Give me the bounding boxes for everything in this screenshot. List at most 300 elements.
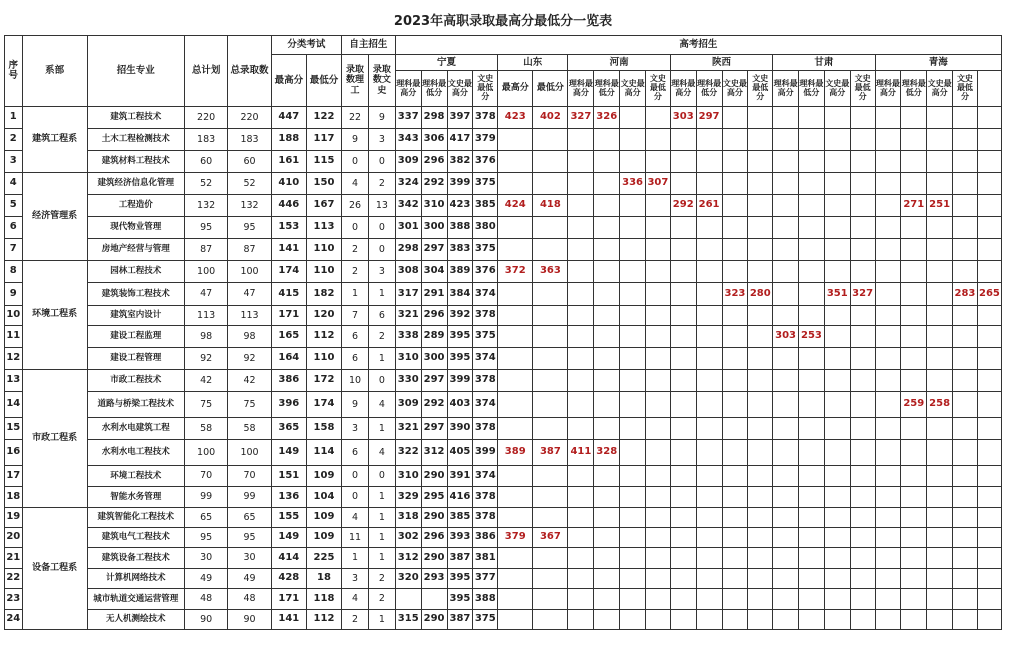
henan-score — [620, 348, 646, 370]
independent-sci-count: 0 — [342, 466, 369, 487]
shaanxi-score: 297 — [696, 107, 722, 129]
ningxia-score: 310 — [395, 466, 421, 487]
qinghai-score — [875, 589, 901, 610]
major-name: 土木工程检测技术 — [87, 129, 184, 151]
shaanxi-sci-min-header: 理科最低分 — [696, 71, 722, 107]
province-ningxia: 宁夏 — [395, 55, 497, 71]
independent-sci-count: 3 — [342, 569, 369, 589]
qinghai-score — [875, 129, 901, 151]
henan-score — [646, 370, 671, 392]
henan-score — [568, 392, 594, 418]
henan-score — [594, 548, 620, 569]
table-row — [5, 370, 1002, 392]
henan-score — [568, 151, 594, 173]
province-shandong: 山东 — [498, 55, 568, 71]
henan-score — [620, 261, 646, 283]
shaanxi-score — [748, 195, 773, 217]
shandong-score — [533, 508, 568, 528]
classified-max: 415 — [271, 283, 306, 306]
gansu-score — [773, 466, 799, 487]
shaanxi-score — [696, 239, 722, 261]
shandong-score — [498, 569, 533, 589]
qinghai-score — [901, 610, 927, 630]
qinghai-score — [875, 440, 901, 466]
shandong-score — [498, 129, 533, 151]
qinghai-score — [901, 283, 927, 306]
shaanxi-score — [722, 589, 748, 610]
shaanxi-score — [748, 348, 773, 370]
major-name: 智能水务管理 — [87, 487, 184, 508]
classified-min: 225 — [306, 548, 341, 569]
shaanxi-score — [722, 107, 748, 129]
independent-arts-count: 1 — [368, 348, 395, 370]
admitted-count: 132 — [228, 195, 271, 217]
department-name: 市政工程系 — [22, 370, 87, 508]
shandong-score: 372 — [498, 261, 533, 283]
gansu-score — [799, 548, 825, 569]
ningxia-score: 378 — [473, 370, 498, 392]
independent-arts-count: 2 — [368, 173, 395, 195]
qinghai-score — [875, 261, 901, 283]
qinghai-score — [875, 326, 901, 348]
qinghai-sci-min-header: 理科最低分 — [901, 71, 927, 107]
henan-score — [568, 508, 594, 528]
shandong-score — [533, 589, 568, 610]
gansu-score — [850, 239, 875, 261]
classified-min: 174 — [306, 392, 341, 418]
henan-score — [568, 548, 594, 569]
plan-count: 98 — [184, 326, 227, 348]
qinghai-score — [977, 392, 1001, 418]
qinghai-score — [901, 306, 927, 326]
shaanxi-score — [748, 569, 773, 589]
henan-score — [568, 569, 594, 589]
ningxia-score: 379 — [473, 129, 498, 151]
major-name: 工程造价 — [87, 195, 184, 217]
gansu-score — [799, 151, 825, 173]
qinghai-score — [901, 107, 927, 129]
henan-score — [594, 239, 620, 261]
row-number: 23 — [5, 589, 23, 610]
qinghai-score — [977, 239, 1001, 261]
qinghai-score — [927, 466, 953, 487]
row-number: 21 — [5, 548, 23, 569]
shaanxi-score — [722, 508, 748, 528]
ningxia-score: 378 — [473, 508, 498, 528]
shaanxi-score — [696, 610, 722, 630]
row-number: 11 — [5, 326, 23, 348]
shaanxi-score — [748, 151, 773, 173]
shandong-score — [533, 569, 568, 589]
plan-count: 87 — [184, 239, 227, 261]
row-number: 2 — [5, 129, 23, 151]
shandong-score: 402 — [533, 107, 568, 129]
shaanxi-score — [670, 487, 696, 508]
independent-arts-count: 6 — [368, 306, 395, 326]
henan-score — [646, 466, 671, 487]
ningxia-score: 312 — [395, 548, 421, 569]
qinghai-score — [875, 569, 901, 589]
gansu-score: 327 — [850, 283, 875, 306]
ningxia-score: 393 — [447, 528, 473, 548]
gansu-score — [773, 392, 799, 418]
ningxia-score: 306 — [421, 129, 447, 151]
classified-min: 104 — [306, 487, 341, 508]
shaanxi-score — [748, 487, 773, 508]
shandong-score — [498, 418, 533, 440]
gansu-score — [799, 195, 825, 217]
shandong-score — [533, 129, 568, 151]
ningxia-score: 405 — [447, 440, 473, 466]
ningxia-sci-max-header: 理科最高分 — [395, 71, 421, 107]
gansu-score — [824, 370, 850, 392]
ningxia-score: 395 — [447, 569, 473, 589]
shaanxi-score — [670, 548, 696, 569]
header-classified-max: 最高分 — [271, 55, 306, 107]
plan-count: 70 — [184, 466, 227, 487]
shaanxi-score — [670, 173, 696, 195]
shaanxi-score — [722, 348, 748, 370]
shaanxi-score — [748, 217, 773, 239]
qinghai-score — [927, 173, 953, 195]
classified-min: 109 — [306, 466, 341, 487]
ningxia-score: 377 — [473, 569, 498, 589]
qinghai-score — [953, 440, 978, 466]
classified-min: 109 — [306, 508, 341, 528]
qinghai-score — [977, 466, 1001, 487]
henan-score — [620, 548, 646, 569]
henan-score — [620, 239, 646, 261]
gansu-score — [773, 107, 799, 129]
shandong-score — [533, 348, 568, 370]
table-row — [5, 610, 1002, 630]
classified-max: 136 — [271, 487, 306, 508]
ningxia-score: 318 — [395, 508, 421, 528]
qinghai-score — [977, 440, 1001, 466]
ningxia-score: 374 — [473, 392, 498, 418]
ningxia-score: 297 — [421, 418, 447, 440]
shandong-score — [533, 548, 568, 569]
row-number: 18 — [5, 487, 23, 508]
province-qinghai: 青海 — [875, 55, 1002, 71]
table-row — [5, 173, 1002, 195]
gansu-score — [824, 528, 850, 548]
independent-arts-count: 3 — [368, 129, 395, 151]
department-name: 建筑工程系 — [22, 107, 87, 173]
ningxia-score: 290 — [421, 466, 447, 487]
shaanxi-score: 261 — [696, 195, 722, 217]
qinghai-score — [977, 217, 1001, 239]
shaanxi-score: 280 — [748, 283, 773, 306]
shaanxi-score — [696, 348, 722, 370]
ningxia-score: 290 — [421, 610, 447, 630]
admitted-count: 65 — [228, 508, 271, 528]
gansu-score — [799, 107, 825, 129]
gansu-score — [850, 306, 875, 326]
henan-score — [646, 610, 671, 630]
qinghai-score — [927, 440, 953, 466]
ningxia-score: 292 — [421, 173, 447, 195]
ningxia-score: 324 — [395, 173, 421, 195]
henan-score — [646, 348, 671, 370]
gansu-score — [850, 173, 875, 195]
table-row — [5, 151, 1002, 173]
ningxia-score: 312 — [421, 440, 447, 466]
shaanxi-score — [670, 508, 696, 528]
classified-min: 167 — [306, 195, 341, 217]
ningxia-score: 342 — [395, 195, 421, 217]
qinghai-score — [901, 217, 927, 239]
major-name: 建筑工程技术 — [87, 107, 184, 129]
henan-score — [594, 610, 620, 630]
independent-arts-count: 4 — [368, 392, 395, 418]
henan-score — [568, 466, 594, 487]
classified-min: 112 — [306, 610, 341, 630]
ningxia-score: 399 — [447, 173, 473, 195]
shaanxi-score — [696, 129, 722, 151]
shandong-score — [533, 370, 568, 392]
henan-score — [620, 589, 646, 610]
row-number: 17 — [5, 466, 23, 487]
shaanxi-score — [722, 569, 748, 589]
henan-score — [594, 261, 620, 283]
qinghai-score — [953, 261, 978, 283]
major-name: 城市轨道交通运营管理 — [87, 589, 184, 610]
ningxia-score: 417 — [447, 129, 473, 151]
qinghai-score — [927, 129, 953, 151]
qinghai-score: 283 — [953, 283, 978, 306]
table-row — [5, 326, 1002, 348]
henan-score — [594, 370, 620, 392]
qinghai-score — [927, 508, 953, 528]
ningxia-score: 329 — [395, 487, 421, 508]
gansu-score — [799, 440, 825, 466]
shaanxi-score — [670, 569, 696, 589]
qinghai-score — [953, 418, 978, 440]
admission-score-sheet — [4, 9, 1002, 630]
row-number: 16 — [5, 440, 23, 466]
ningxia-score: 395 — [447, 589, 473, 610]
shaanxi-score — [748, 418, 773, 440]
shaanxi-score — [696, 173, 722, 195]
ningxia-score: 378 — [473, 418, 498, 440]
shaanxi-score — [670, 610, 696, 630]
shaanxi-score — [722, 548, 748, 569]
shandong-score — [533, 217, 568, 239]
row-number: 6 — [5, 217, 23, 239]
ningxia-score — [421, 589, 447, 610]
shaanxi-score — [670, 440, 696, 466]
qinghai-score — [953, 569, 978, 589]
table-row — [5, 261, 1002, 283]
table-row — [5, 195, 1002, 217]
shaanxi-score — [748, 440, 773, 466]
shaanxi-score — [670, 261, 696, 283]
classified-max: 410 — [271, 173, 306, 195]
ningxia-score: 385 — [473, 195, 498, 217]
gansu-score — [799, 528, 825, 548]
henan-score — [568, 326, 594, 348]
qinghai-score: 251 — [927, 195, 953, 217]
henan-score — [594, 528, 620, 548]
department-name: 设备工程系 — [22, 508, 87, 630]
qinghai-score — [953, 528, 978, 548]
shaanxi-score — [696, 508, 722, 528]
admitted-count: 113 — [228, 306, 271, 326]
qinghai-score — [901, 239, 927, 261]
classified-max: 447 — [271, 107, 306, 129]
classified-max: 141 — [271, 610, 306, 630]
qinghai-score — [953, 326, 978, 348]
gansu-score — [799, 217, 825, 239]
admitted-count: 52 — [228, 173, 271, 195]
qinghai-score — [977, 261, 1001, 283]
henan-score — [594, 326, 620, 348]
gansu-score — [824, 610, 850, 630]
row-number: 5 — [5, 195, 23, 217]
qinghai-score — [977, 306, 1001, 326]
shaanxi-score — [748, 326, 773, 348]
row-number: 9 — [5, 283, 23, 306]
header-admitted: 总录取数 — [228, 36, 271, 107]
ningxia-score: 309 — [395, 151, 421, 173]
major-name: 建设工程管理 — [87, 348, 184, 370]
major-name: 现代物业管理 — [87, 217, 184, 239]
qinghai-score — [953, 392, 978, 418]
shaanxi-score — [670, 392, 696, 418]
shandong-score: 379 — [498, 528, 533, 548]
gansu-score — [799, 129, 825, 151]
gansu-score — [773, 306, 799, 326]
shandong-score — [498, 392, 533, 418]
independent-arts-count: 0 — [368, 239, 395, 261]
table-row — [5, 217, 1002, 239]
henan-score — [594, 306, 620, 326]
gansu-score — [824, 107, 850, 129]
qinghai-score — [927, 370, 953, 392]
admitted-count: 47 — [228, 283, 271, 306]
qinghai-score — [977, 418, 1001, 440]
gansu-score — [773, 508, 799, 528]
qinghai-score — [953, 217, 978, 239]
shandong-score — [498, 508, 533, 528]
classified-min: 150 — [306, 173, 341, 195]
table-row — [5, 569, 1002, 589]
header-classified-min: 最低分 — [306, 55, 341, 107]
gansu-score — [799, 610, 825, 630]
classified-min: 109 — [306, 528, 341, 548]
qinghai-score — [927, 528, 953, 548]
qinghai-score — [875, 548, 901, 569]
plan-count: 58 — [184, 418, 227, 440]
shaanxi-score — [696, 283, 722, 306]
henan-score — [568, 418, 594, 440]
shaanxi-score — [722, 466, 748, 487]
table-row — [5, 418, 1002, 440]
gansu-score — [773, 129, 799, 151]
ningxia-score: 375 — [473, 173, 498, 195]
qinghai-score — [927, 569, 953, 589]
independent-sci-count: 2 — [342, 239, 369, 261]
ningxia-sci-min-header: 理科最低分 — [421, 71, 447, 107]
shaanxi-score — [722, 487, 748, 508]
shaanxi-score — [748, 370, 773, 392]
shaanxi-score — [722, 195, 748, 217]
row-number: 19 — [5, 508, 23, 528]
admitted-count: 87 — [228, 239, 271, 261]
ningxia-score: 308 — [395, 261, 421, 283]
ningxia-score: 386 — [473, 528, 498, 548]
header-dept: 系部 — [22, 36, 87, 107]
major-name: 建筑室内设计 — [87, 306, 184, 326]
shaanxi-score — [670, 239, 696, 261]
shaanxi-score: 323 — [722, 283, 748, 306]
henan-score — [646, 326, 671, 348]
independent-arts-count: 2 — [368, 569, 395, 589]
gansu-score — [850, 487, 875, 508]
shandong-score — [498, 348, 533, 370]
independent-arts-count: 2 — [368, 326, 395, 348]
qinghai-score — [901, 326, 927, 348]
henan-score — [594, 217, 620, 239]
ningxia-score: 375 — [473, 326, 498, 348]
qinghai-score — [901, 261, 927, 283]
major-name: 水利水电工程技术 — [87, 440, 184, 466]
henan-score — [620, 440, 646, 466]
shaanxi-score — [696, 151, 722, 173]
ningxia-score: 376 — [473, 151, 498, 173]
qinghai-score — [875, 370, 901, 392]
gansu-score — [850, 392, 875, 418]
independent-sci-count: 4 — [342, 508, 369, 528]
henan-score: 328 — [594, 440, 620, 466]
major-name: 建筑经济信息化管理 — [87, 173, 184, 195]
gansu-score — [799, 370, 825, 392]
admitted-count: 100 — [228, 261, 271, 283]
classified-max: 165 — [271, 326, 306, 348]
shandong-score — [498, 306, 533, 326]
gansu-score — [824, 418, 850, 440]
row-number: 22 — [5, 569, 23, 589]
henan-score — [620, 326, 646, 348]
gansu-score — [799, 173, 825, 195]
ningxia-score: 375 — [473, 239, 498, 261]
shaanxi-score — [670, 370, 696, 392]
shandong-score — [498, 239, 533, 261]
major-name: 建筑智能化工程技术 — [87, 508, 184, 528]
shaanxi-score — [696, 569, 722, 589]
gansu-score — [824, 569, 850, 589]
gansu-score — [824, 306, 850, 326]
ningxia-score: 296 — [421, 528, 447, 548]
major-name: 建筑电气工程技术 — [87, 528, 184, 548]
qinghai-score — [977, 151, 1001, 173]
qinghai-score — [977, 370, 1001, 392]
ningxia-score: 374 — [473, 466, 498, 487]
ningxia-score: 403 — [447, 392, 473, 418]
qinghai-score — [977, 528, 1001, 548]
admitted-count: 95 — [228, 217, 271, 239]
qinghai-score — [953, 589, 978, 610]
ningxia-score: 390 — [447, 418, 473, 440]
header-plan: 总计划 — [184, 36, 227, 107]
plan-count: 90 — [184, 610, 227, 630]
ningxia-score: 378 — [473, 107, 498, 129]
major-name: 计算机网络技术 — [87, 569, 184, 589]
shaanxi-score — [722, 151, 748, 173]
gansu-score — [799, 392, 825, 418]
classified-min: 110 — [306, 239, 341, 261]
